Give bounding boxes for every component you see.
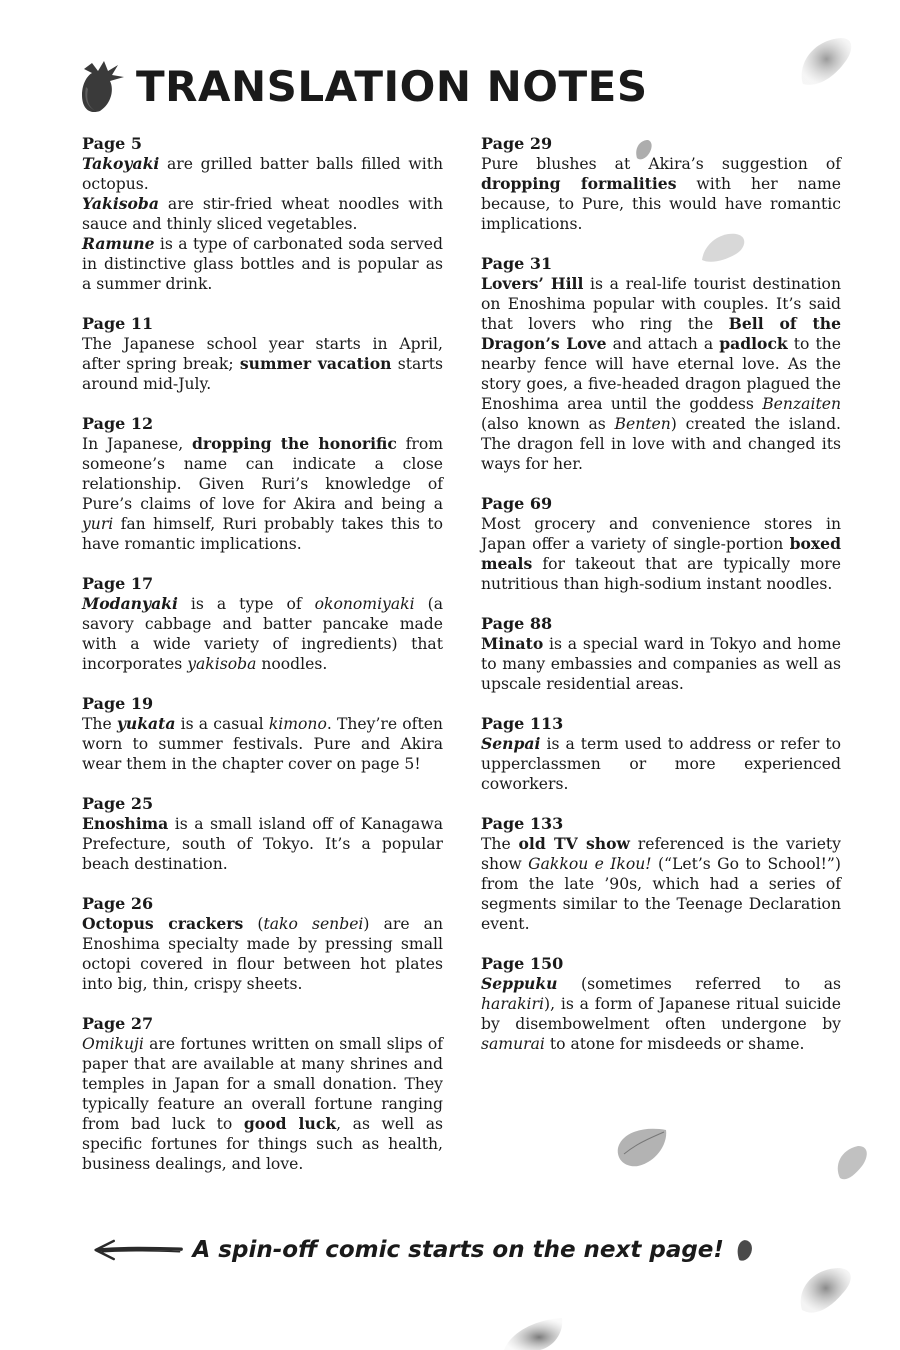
note-page-number: Page 113 [481,714,564,733]
page-header [78,56,648,116]
arrow-left-icon [94,1235,185,1265]
notes-column-left [82,134,443,1194]
translation-note [82,894,443,994]
note-page-number: Page 31 [481,254,553,273]
note-page-number: Page 19 [82,694,154,713]
note-text: Seppuku (sometimes referred to as harakiri), is a form of Japanese ritual suicide by disembowelment often undergone by samurai to atone for misdeeds or shame. [481,974,841,1053]
footer-banner [94,1230,754,1270]
translation-note [82,574,443,674]
translation-note [481,134,841,234]
translation-note [481,814,841,934]
note-text: Most grocery and convenience stores in Japan offer a variety of single-portion boxed meals for takeout that are typically more nutritious than high-sodium instant noodles. [481,515,841,593]
note-text: The Japanese school year starts in April, after spring break; summer vacation starts around mid-July. [82,335,443,393]
note-page-number: Page 150 [481,954,564,973]
translation-note [82,794,443,874]
note-text: Modanyaki is a type of okonomiyaki (a savory cabbage and batter pancake made with a wide variety of ingredients) that incorporates yakisoba noodles. [82,594,443,673]
petal-icon [614,1124,670,1168]
note-page-number: Page 29 [481,134,553,153]
translation-note [82,414,443,554]
footer-text: A spin-off comic starts on the next page! [192,1237,724,1263]
translation-note [481,714,841,794]
note-page-number: Page 133 [481,814,564,833]
translation-note [82,694,443,774]
petal-icon [796,1262,858,1318]
petal-icon [736,1236,754,1264]
note-text: Omikuji are fortunes written on small slips of paper that are available at many shrines and temples in Japan for a small donation. They typically feature an overall fortune ranging from bad luck to good luck, as well as specific fortunes for things such as health, business dealings, and love. [82,1035,443,1173]
note-page-number: Page 88 [481,614,553,633]
translation-note [82,1014,443,1174]
note-page-number: Page 26 [82,894,154,913]
note-page-number: Page 25 [82,794,154,813]
note-page-number: Page 11 [82,314,154,333]
note-text: The yukata is a casual kimono. They’re often worn to summer festivals. Pure and Akira wear them in the chapter cover on page 5! [82,714,443,773]
note-page-number: Page 12 [82,414,154,433]
note-page-number: Page 69 [481,494,553,513]
strawberry-icon [78,57,128,115]
note-text: Pure blushes at Akira’s suggestion of dropping formalities with her name because, to Pure, this would have romantic implications. [481,155,841,233]
petal-icon [795,34,857,90]
note-page-number: Page 5 [82,134,143,153]
note-text: Octopus crackers (tako senbei) are an Enoshima specialty made by pressing small octopi covered in flour between hot plates into big, thin, crispy sheets. [82,914,443,993]
note-text: The old TV show referenced is the variety show Gakkou e Ikou! (“Let’s Go to School!”) from the late ’90s, which had a series of segments similar to the Teenage Declaration event. [481,834,841,933]
translation-note [82,134,443,294]
note-text: Lovers’ Hill is a real-life tourist destination on Enoshima popular with couples. It’s said that lovers who ring the Bell of the Dragon’s Love and attach a padlock to the nearby fence will have eternal love. As the story goes, a five-headed dragon plagued the Enoshima area until the goddess Benzaiten (also known as Benten) created the island. The dragon fell in love with and changed its ways for her. [481,274,842,473]
translation-note [82,314,443,394]
petal-icon [500,1316,566,1350]
page-title: TRANSLATION NOTES [136,61,648,111]
note-text: Minato is a special ward in Tokyo and home to many embassies and companies as well as upscale residential areas. [481,634,841,693]
translation-note [481,254,841,474]
note-text: Takoyaki are grilled batter balls filled with octopus. Yakisoba are stir-fried wheat noodles with sauce and thinly sliced vegetables. Ramune is a type of carbonated soda served in distinctive glass bottles and is popular as a summer drink. [82,154,443,293]
translation-note [481,614,841,694]
note-text: In Japanese, dropping the honorific from someone’s name can indicate a close relationship. Given Ruri’s knowledge of Pure’s claims of love for Akira and being a yuri fan himself, Ruri probably takes this to have romantic implications. [82,434,444,553]
note-page-number: Page 17 [82,574,154,593]
petal-icon [834,1142,870,1182]
translation-note [481,954,841,1054]
notes-column-right [481,134,841,1074]
translation-note [481,494,841,594]
note-text: Senpai is a term used to address or refer to upperclassmen or more experienced coworkers. [481,734,841,793]
note-page-number: Page 27 [82,1014,154,1033]
note-text: Enoshima is a small island off of Kanagawa Prefecture, south of Tokyo. It’s a popular beach destination. [82,814,443,873]
